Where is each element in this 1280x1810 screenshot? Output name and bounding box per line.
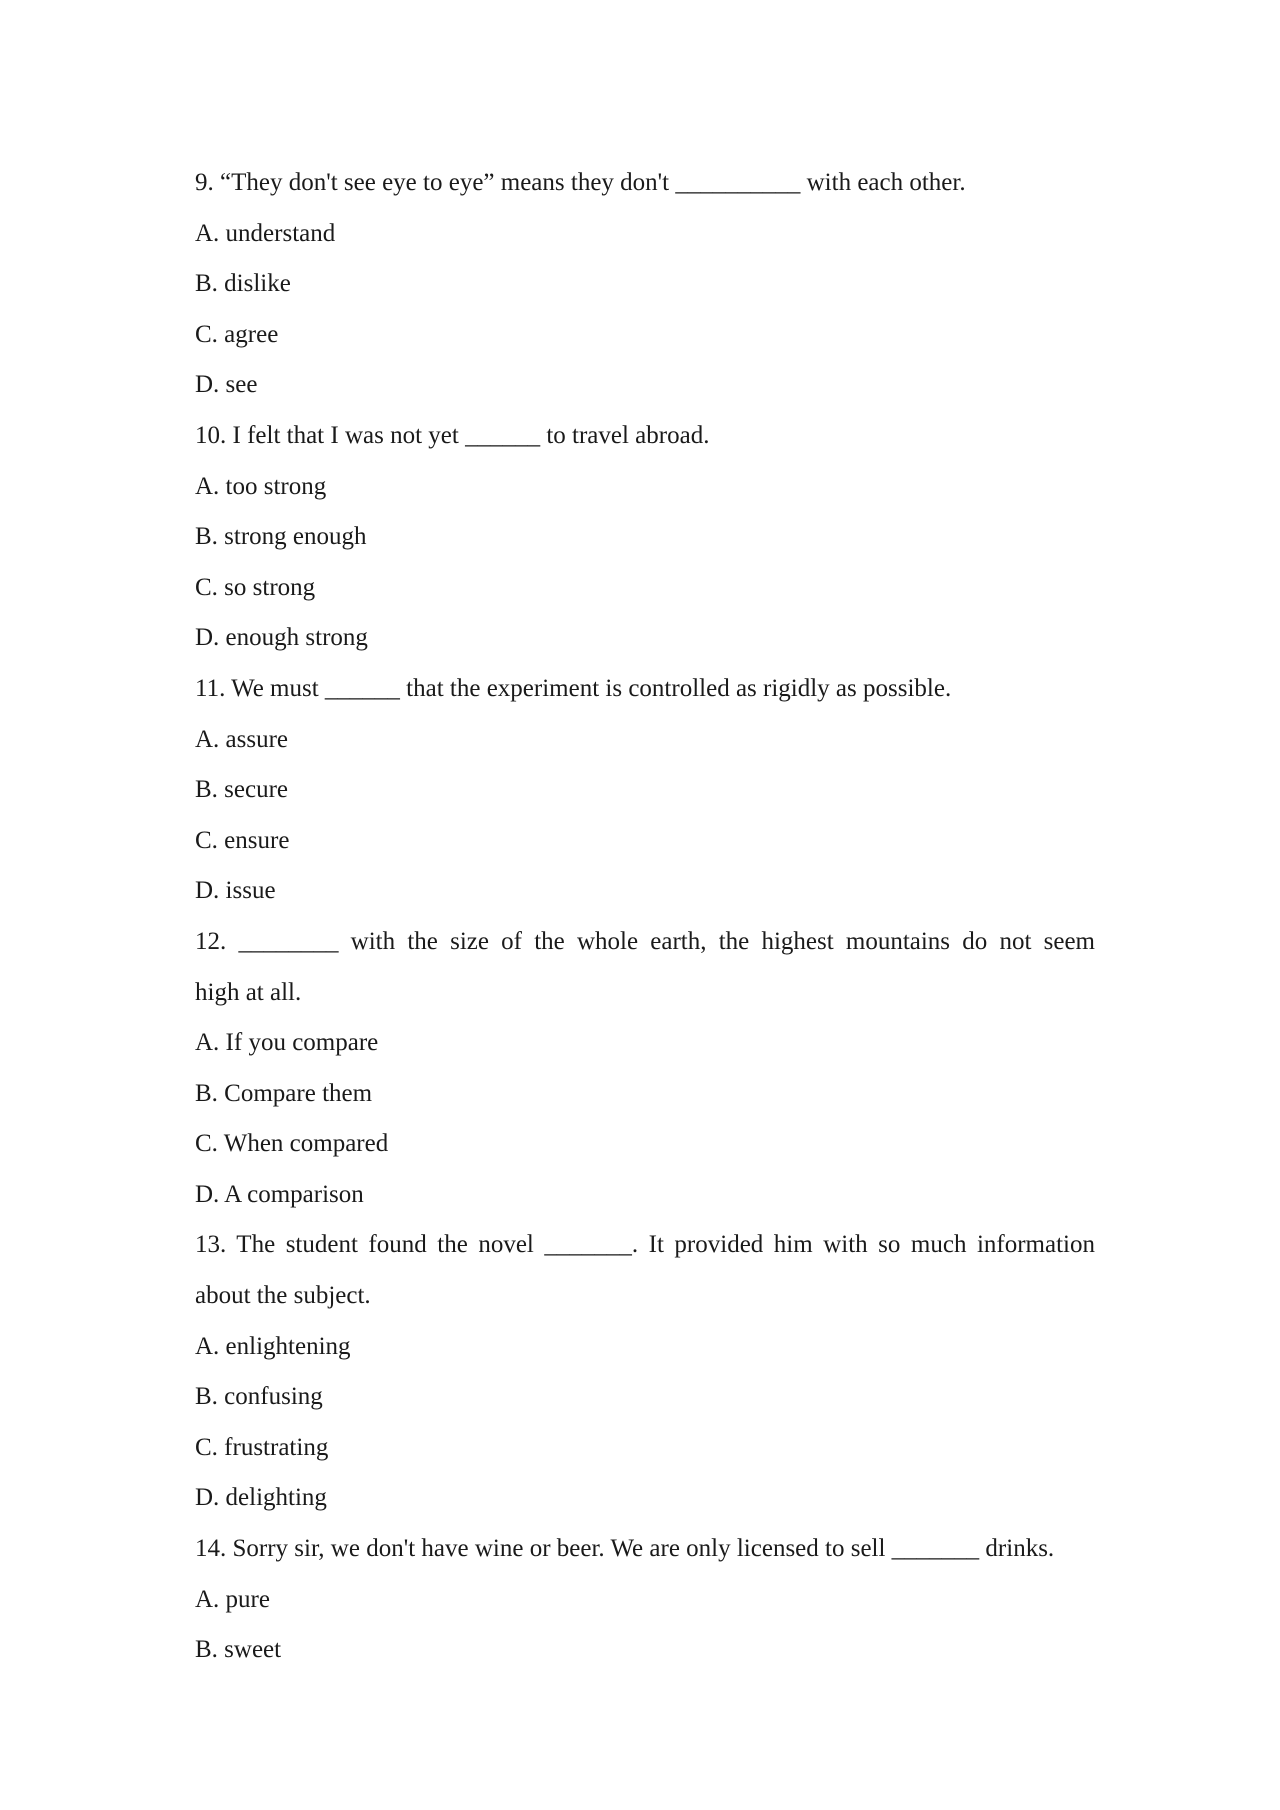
question-13-option-c: C. frustrating	[195, 1433, 329, 1461]
question-14-option-b: B. sweet	[195, 1636, 282, 1664]
question-9-option-b: B. dislike	[195, 270, 291, 298]
question-14-stem: 14. Sorry sir, we don't have wine or beer. We are only licensed to sell _______ drinks.	[195, 1535, 1055, 1563]
question-11-option-a: A. assure	[195, 725, 289, 753]
question-13-stem-line-2: about the subject.	[195, 1282, 371, 1310]
question-10-option-a: A. too strong	[195, 472, 327, 500]
question-11-option-b: B. secure	[195, 776, 289, 804]
question-12-stem-line-2: high at all.	[195, 978, 302, 1006]
question-9-stem: 9. “They don't see eye to eye” means they don't __________ with each other.	[195, 169, 966, 196]
question-9-option-a: A. understand	[195, 219, 336, 247]
question-11-stem: 11. We must ______ that the experiment is controlled as rigidly as possible.	[195, 674, 952, 702]
question-9-option-d: D. see	[195, 371, 258, 399]
question-10-option-d: D. enough strong	[195, 624, 368, 652]
question-11-option-c: C. ensure	[195, 826, 290, 854]
question-13-option-a: A. enlightening	[195, 1332, 351, 1360]
question-10-option-b: B. strong enough	[195, 523, 367, 551]
question-12-option-d: D. A comparison	[195, 1180, 364, 1208]
question-11-option-d: D. issue	[195, 877, 276, 905]
question-12-option-b: B. Compare them	[195, 1079, 373, 1107]
question-list	[195, 158, 1095, 1676]
question-10-option-c: C. so strong	[195, 573, 316, 601]
question-13-option-d: D. delighting	[195, 1484, 327, 1512]
question-12-stem-line-1: 12. ________ with the size of the whole earth, the highest mountains do not seem	[195, 927, 1095, 955]
question-12-option-c: C. When compared	[195, 1130, 389, 1158]
question-14-option-a: A. pure	[195, 1585, 270, 1613]
question-13-option-b: B. confusing	[195, 1383, 323, 1411]
question-10-stem: 10. I felt that I was not yet ______ to travel abroad.	[195, 421, 710, 449]
question-9-option-c: C. agree	[195, 320, 279, 348]
question-13-stem-line-1: 13. The student found the novel _______. It provided him with so much information	[195, 1231, 1095, 1259]
question-12-option-a: A. If you compare	[195, 1029, 379, 1057]
